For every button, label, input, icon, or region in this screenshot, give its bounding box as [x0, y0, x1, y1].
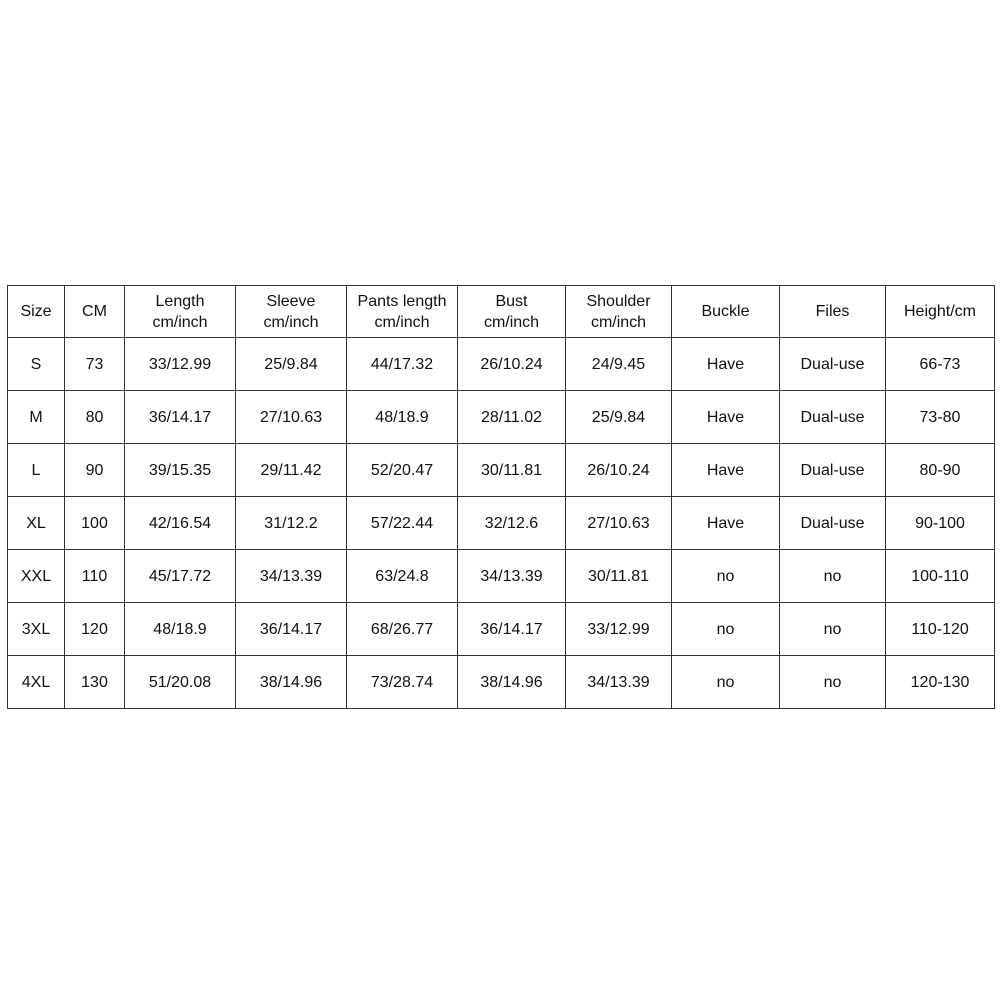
header-buckle [672, 286, 780, 338]
header-unit: cm/inch [152, 313, 208, 331]
table-cell: 34/13.39 [236, 550, 347, 603]
table-cell: 26/10.24 [458, 338, 566, 391]
table-cell: 27/10.63 [566, 497, 672, 550]
table-cell: 45/17.72 [125, 550, 236, 603]
header-size [8, 286, 65, 338]
table-cell: 48/18.9 [347, 391, 458, 444]
table-cell: no [672, 656, 780, 709]
table-cell: 110-120 [886, 603, 995, 656]
table-row [8, 391, 995, 444]
table-cell: 110 [65, 550, 125, 603]
table-cell: 36/14.17 [236, 603, 347, 656]
table-cell: 29/11.42 [236, 444, 347, 497]
table-cell: 36/14.17 [125, 391, 236, 444]
table-cell: 130 [65, 656, 125, 709]
header-label: CM [82, 303, 107, 320]
size-rows [8, 338, 995, 709]
table-cell: 52/20.47 [347, 444, 458, 497]
header-sleeve [236, 286, 347, 338]
header-pants-length [347, 286, 458, 338]
table-cell: no [780, 656, 886, 709]
header-label: Bust [495, 292, 528, 310]
table-cell: 68/26.77 [347, 603, 458, 656]
table-cell: 36/14.17 [458, 603, 566, 656]
table-cell: 32/12.6 [458, 497, 566, 550]
table-cell: Dual-use [780, 391, 886, 444]
table-cell: 38/14.96 [458, 656, 566, 709]
table-cell: 42/16.54 [125, 497, 236, 550]
header-unit: cm/inch [590, 313, 647, 331]
table-cell: 51/20.08 [125, 656, 236, 709]
header-length [125, 286, 236, 338]
table-cell: 80-90 [886, 444, 995, 497]
table-cell: M [8, 391, 65, 444]
table-cell: no [780, 550, 886, 603]
table-cell: Have [672, 444, 780, 497]
header-label: Size [20, 303, 52, 320]
table-cell: 34/13.39 [566, 656, 672, 709]
header-label: Files [815, 303, 850, 320]
table-cell: 73 [65, 338, 125, 391]
header-shoulder [566, 286, 672, 338]
table-cell: 90-100 [886, 497, 995, 550]
table-cell: 24/9.45 [566, 338, 672, 391]
table-cell: 34/13.39 [458, 550, 566, 603]
header-cm [65, 286, 125, 338]
table-cell: no [672, 603, 780, 656]
table-cell: XL [8, 497, 65, 550]
table-cell: 100 [65, 497, 125, 550]
table-cell: 27/10.63 [236, 391, 347, 444]
table-cell: no [780, 603, 886, 656]
table-cell: 38/14.96 [236, 656, 347, 709]
header-label: Buckle [701, 303, 750, 320]
table-cell: 48/18.9 [125, 603, 236, 656]
header-label: Height/cm [903, 303, 977, 320]
table-cell: 120-130 [886, 656, 995, 709]
table-cell: Dual-use [780, 444, 886, 497]
table-row [8, 444, 995, 497]
table-cell: 31/12.2 [236, 497, 347, 550]
table-cell: 26/10.24 [566, 444, 672, 497]
header-unit: cm/inch [263, 313, 319, 331]
table-cell: 30/11.81 [458, 444, 566, 497]
header-label: Shoulder [586, 292, 651, 310]
table-cell: Have [672, 391, 780, 444]
table-row [8, 550, 995, 603]
table-cell: no [672, 550, 780, 603]
table-cell: 39/15.35 [125, 444, 236, 497]
table-cell: Dual-use [780, 497, 886, 550]
header-label: Pants length [357, 292, 447, 310]
table-cell: 33/12.99 [125, 338, 236, 391]
table-row [8, 338, 995, 391]
table-cell: 33/12.99 [566, 603, 672, 656]
table-cell: 25/9.84 [236, 338, 347, 391]
table-cell: 73-80 [886, 391, 995, 444]
table-cell: Have [672, 338, 780, 391]
table-cell: Dual-use [780, 338, 886, 391]
header-unit: cm/inch [483, 313, 540, 331]
table-row [8, 497, 995, 550]
header-label: Length [155, 292, 205, 310]
table-cell: Have [672, 497, 780, 550]
table-cell: 30/11.81 [566, 550, 672, 603]
header-height [886, 286, 995, 338]
table-cell: 80 [65, 391, 125, 444]
size-chart-table [7, 285, 995, 709]
header-unit: cm/inch [374, 313, 430, 331]
table-cell: 4XL [8, 656, 65, 709]
header-bust [458, 286, 566, 338]
table-cell: L [8, 444, 65, 497]
table-cell: S [8, 338, 65, 391]
table-cell: 57/22.44 [347, 497, 458, 550]
table-row [8, 603, 995, 656]
table-cell: 28/11.02 [458, 391, 566, 444]
table-row [8, 656, 995, 709]
table-cell: 66-73 [886, 338, 995, 391]
table-cell: 100-110 [886, 550, 995, 603]
table-cell: XXL [8, 550, 65, 603]
table-cell: 120 [65, 603, 125, 656]
header-files [780, 286, 886, 338]
table-cell: 3XL [8, 603, 65, 656]
table-cell: 44/17.32 [347, 338, 458, 391]
table-cell: 73/28.74 [347, 656, 458, 709]
header-label: Sleeve [266, 292, 316, 310]
table-cell: 25/9.84 [566, 391, 672, 444]
header-row [8, 286, 995, 338]
table-cell: 90 [65, 444, 125, 497]
table-cell: 63/24.8 [347, 550, 458, 603]
